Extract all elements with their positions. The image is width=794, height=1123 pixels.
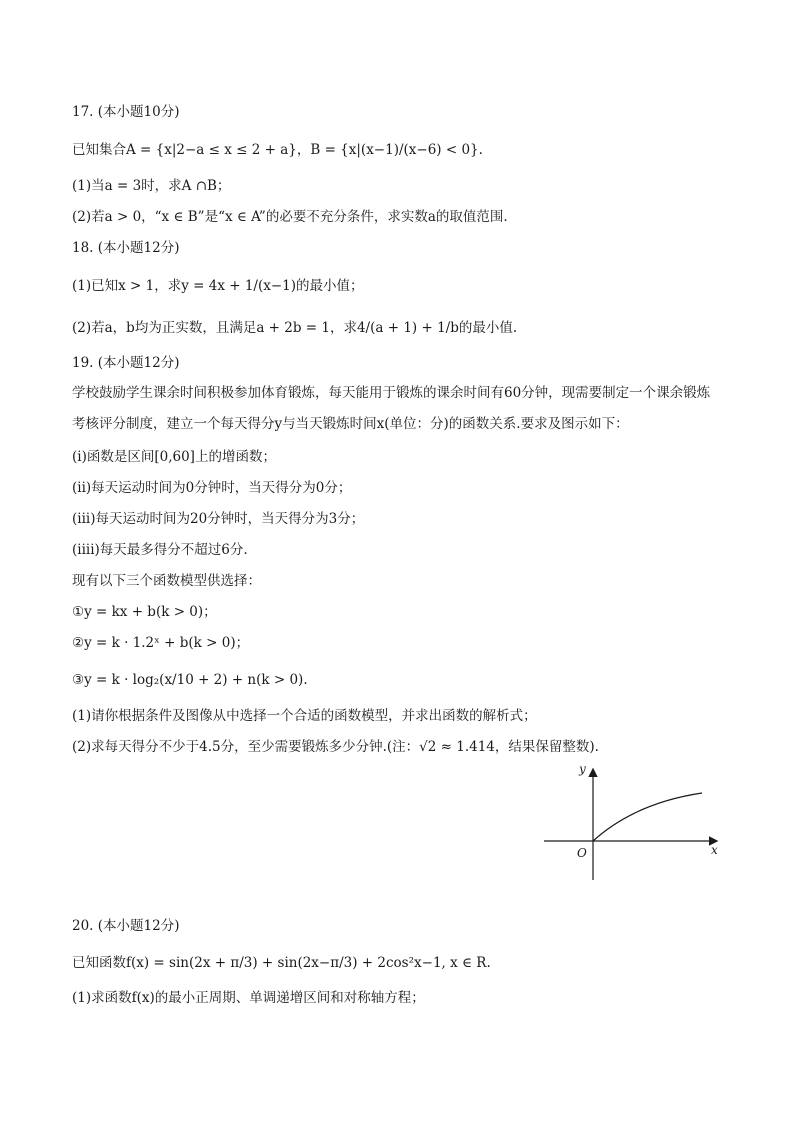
function-curve — [593, 793, 702, 841]
q19-model-3: ③y = k · log₂(x/10 + 2) + n(k > 0). — [72, 672, 308, 688]
q19-part1: (1)请你根据条件及图像从中选择一个合适的函数模型，并求出函数的解析式； — [72, 708, 537, 724]
q20-part1: (1)求函数f(x)的最小正周期、单调递增区间和对称轴方程； — [72, 990, 425, 1006]
origin-label: O — [577, 846, 587, 860]
q20-stem: 已知函数f(x) = sin(2x + π/3) + sin(2x−π/3) + 2cos²x−1, x ∈ R. — [72, 955, 491, 971]
q17-header: 17. (本小题10分) — [72, 104, 180, 120]
q19-condition-1: (i)函数是区间[0,60]上的增函数； — [72, 449, 276, 465]
q20-header: 20. (本小题12分) — [72, 918, 180, 934]
graph-axes — [540, 758, 725, 883]
y-axis-label: y — [579, 762, 586, 776]
q19-condition-3: (iii)每天运动时间为20分钟时，当天得分为3分； — [72, 511, 365, 527]
q19-model-1: ①y = kx + b(k > 0)； — [72, 604, 217, 620]
q18-part1: (1)已知x > 1，求y = 4x + 1/(x−1)的最小值； — [72, 278, 364, 294]
q17-part2: (2)若a > 0，“x ∈ B”是“x ∈ A”的必要不充分条件，求实数a的取值范围. — [72, 209, 508, 225]
q18-header: 18. (本小题12分) — [72, 240, 180, 256]
q19-model-2: ②y = k · 1.2ˣ + b(k > 0)； — [72, 635, 250, 651]
q19-intro: 学校鼓励学生课余时间积极参加体育锻炼，每天能用于锻炼的课余时间有60分钟，现需要制定一个课余锻炼考核评分制度，建立一个每天得分y与当天锻炼时间x(单位：分)的函数关系.要求及图示如下： — [72, 385, 711, 432]
q19-condition-2: (ii)每天运动时间为0分钟时，当天得分为0分； — [72, 480, 352, 496]
q17-part1: (1)当a = 3时，求A ∩B； — [72, 178, 231, 194]
q19-part2: (2)求每天得分不少于4.5分，至少需要锻炼多少分钟.(注：√2 ≈ 1.414，结果保留整数). — [72, 739, 599, 755]
q19-condition-4: (iiii)每天最多得分不超过6分. — [72, 542, 248, 558]
q19-models-intro: 现有以下三个函数模型供选择： — [72, 573, 261, 589]
q19-header: 19. (本小题12分) — [72, 355, 180, 371]
q17-stem: 已知集合A = {x|2−a ≤ x ≤ 2 + a}，B = {x|(x−1)/(x−6) < 0}. — [72, 142, 483, 158]
x-axis-label: x — [711, 843, 718, 857]
q19-graph — [540, 758, 725, 883]
q18-part2: (2)若a，b均为正实数，且满足a + 2b = 1，求4/(a + 1) + 1/b的最小值. — [72, 320, 518, 336]
